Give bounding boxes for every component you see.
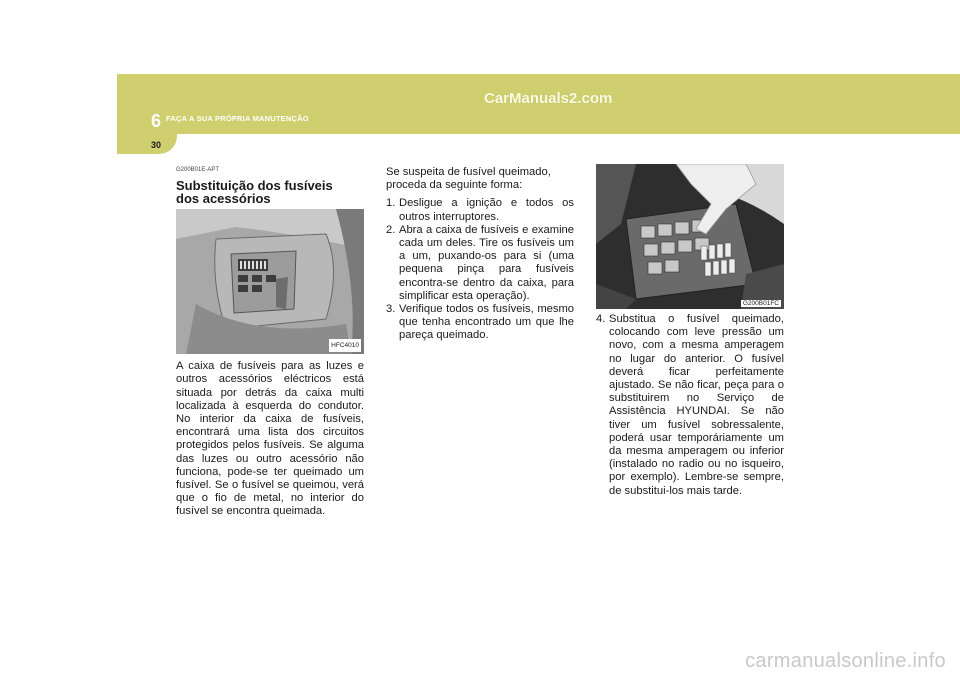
step-number: 2. — [386, 223, 396, 236]
intro-paragraph: Se suspeita de fusível queimado, proceda da seguinte forma: — [386, 166, 551, 192]
list-item — [386, 224, 574, 303]
list-item — [386, 197, 574, 223]
section-title-line-2: dos acessórios — [176, 191, 271, 207]
dashboard-illustration — [176, 209, 364, 354]
steps-list — [596, 313, 784, 498]
watermark-bottom[interactable]: carmanualsonline.info — [745, 650, 946, 672]
section-title — [176, 179, 364, 205]
step-text: Desligue a ignição e todos os outros interruptores. — [399, 197, 574, 223]
step-number: 4. — [596, 313, 606, 325]
section-code: G200B01E-APT — [176, 167, 220, 173]
column-2 — [386, 166, 574, 343]
figure-caption: G200B01FC — [742, 300, 779, 307]
section-title-line-1: Substituição dos fusíveis — [176, 178, 333, 194]
page-number: 30 — [151, 140, 162, 150]
step-number: 1. — [386, 197, 396, 210]
watermark-top[interactable]: CarManuals2.com — [484, 90, 613, 107]
fuse-box-illustration — [596, 164, 784, 309]
step-text: Verifique todos os fusíveis, mesmo que tenha encontrado um que lhe pareça queimado. — [399, 303, 574, 342]
header-page-tab — [117, 134, 177, 154]
column-3 — [596, 313, 784, 498]
list-item — [386, 303, 574, 343]
step-number: 3. — [386, 303, 396, 316]
figure-caption: HFC4010 — [329, 339, 361, 352]
steps-list — [386, 197, 574, 342]
chapter-number: 6 — [151, 111, 162, 131]
chapter-title: FAÇA A SUA PRÓPRIA MANUTENÇÃO — [166, 114, 309, 123]
fuse-box-hand-photo — [596, 164, 784, 309]
step-text: Abra a caixa de fusíveis e examine cada um deles. Tire os fusíveis um a um, puxando-os para si (uma pequena pinça para fusíveis encontra-se dentro da caixa, para simplificar esta operação). — [399, 223, 574, 302]
list-item — [596, 313, 784, 498]
dashboard-fuse-box-photo — [176, 209, 364, 354]
column-1 — [176, 164, 364, 519]
body-paragraph: A caixa de fusíveis para as luzes e outros acessórios eléctricos está situada por detrás da caixa multi localizada à esquerda do condutor. No interior da caixa de fusíveis, encontrará uma lista dos circuitos protegidos pelos fusíveis. Se alguma das luzes ou outro acessório não funciona, pode-se ter queimado um fusível. Se o fusível se queimou, verá que o fio de metal, no interior do fusível se encontra queimada. — [176, 360, 364, 518]
step-text: Substitua o fusível queimado, colocando com leve pressão um novo, com a mesma amperagem no lugar do anterior. O fusível deverá ficar perfeitamente ajustado. Se não ficar, peça para o substituirem no Serviço de Assistência HYUNDAI. Se não tiver um fusível sobressalente, poderá usar temporáriamente um da mesma amperagem ou inferior (instalado no radio ou no isqueiro, por exemplo). Lembre-se sempre, de substitui-los mais tarde. — [609, 313, 784, 497]
